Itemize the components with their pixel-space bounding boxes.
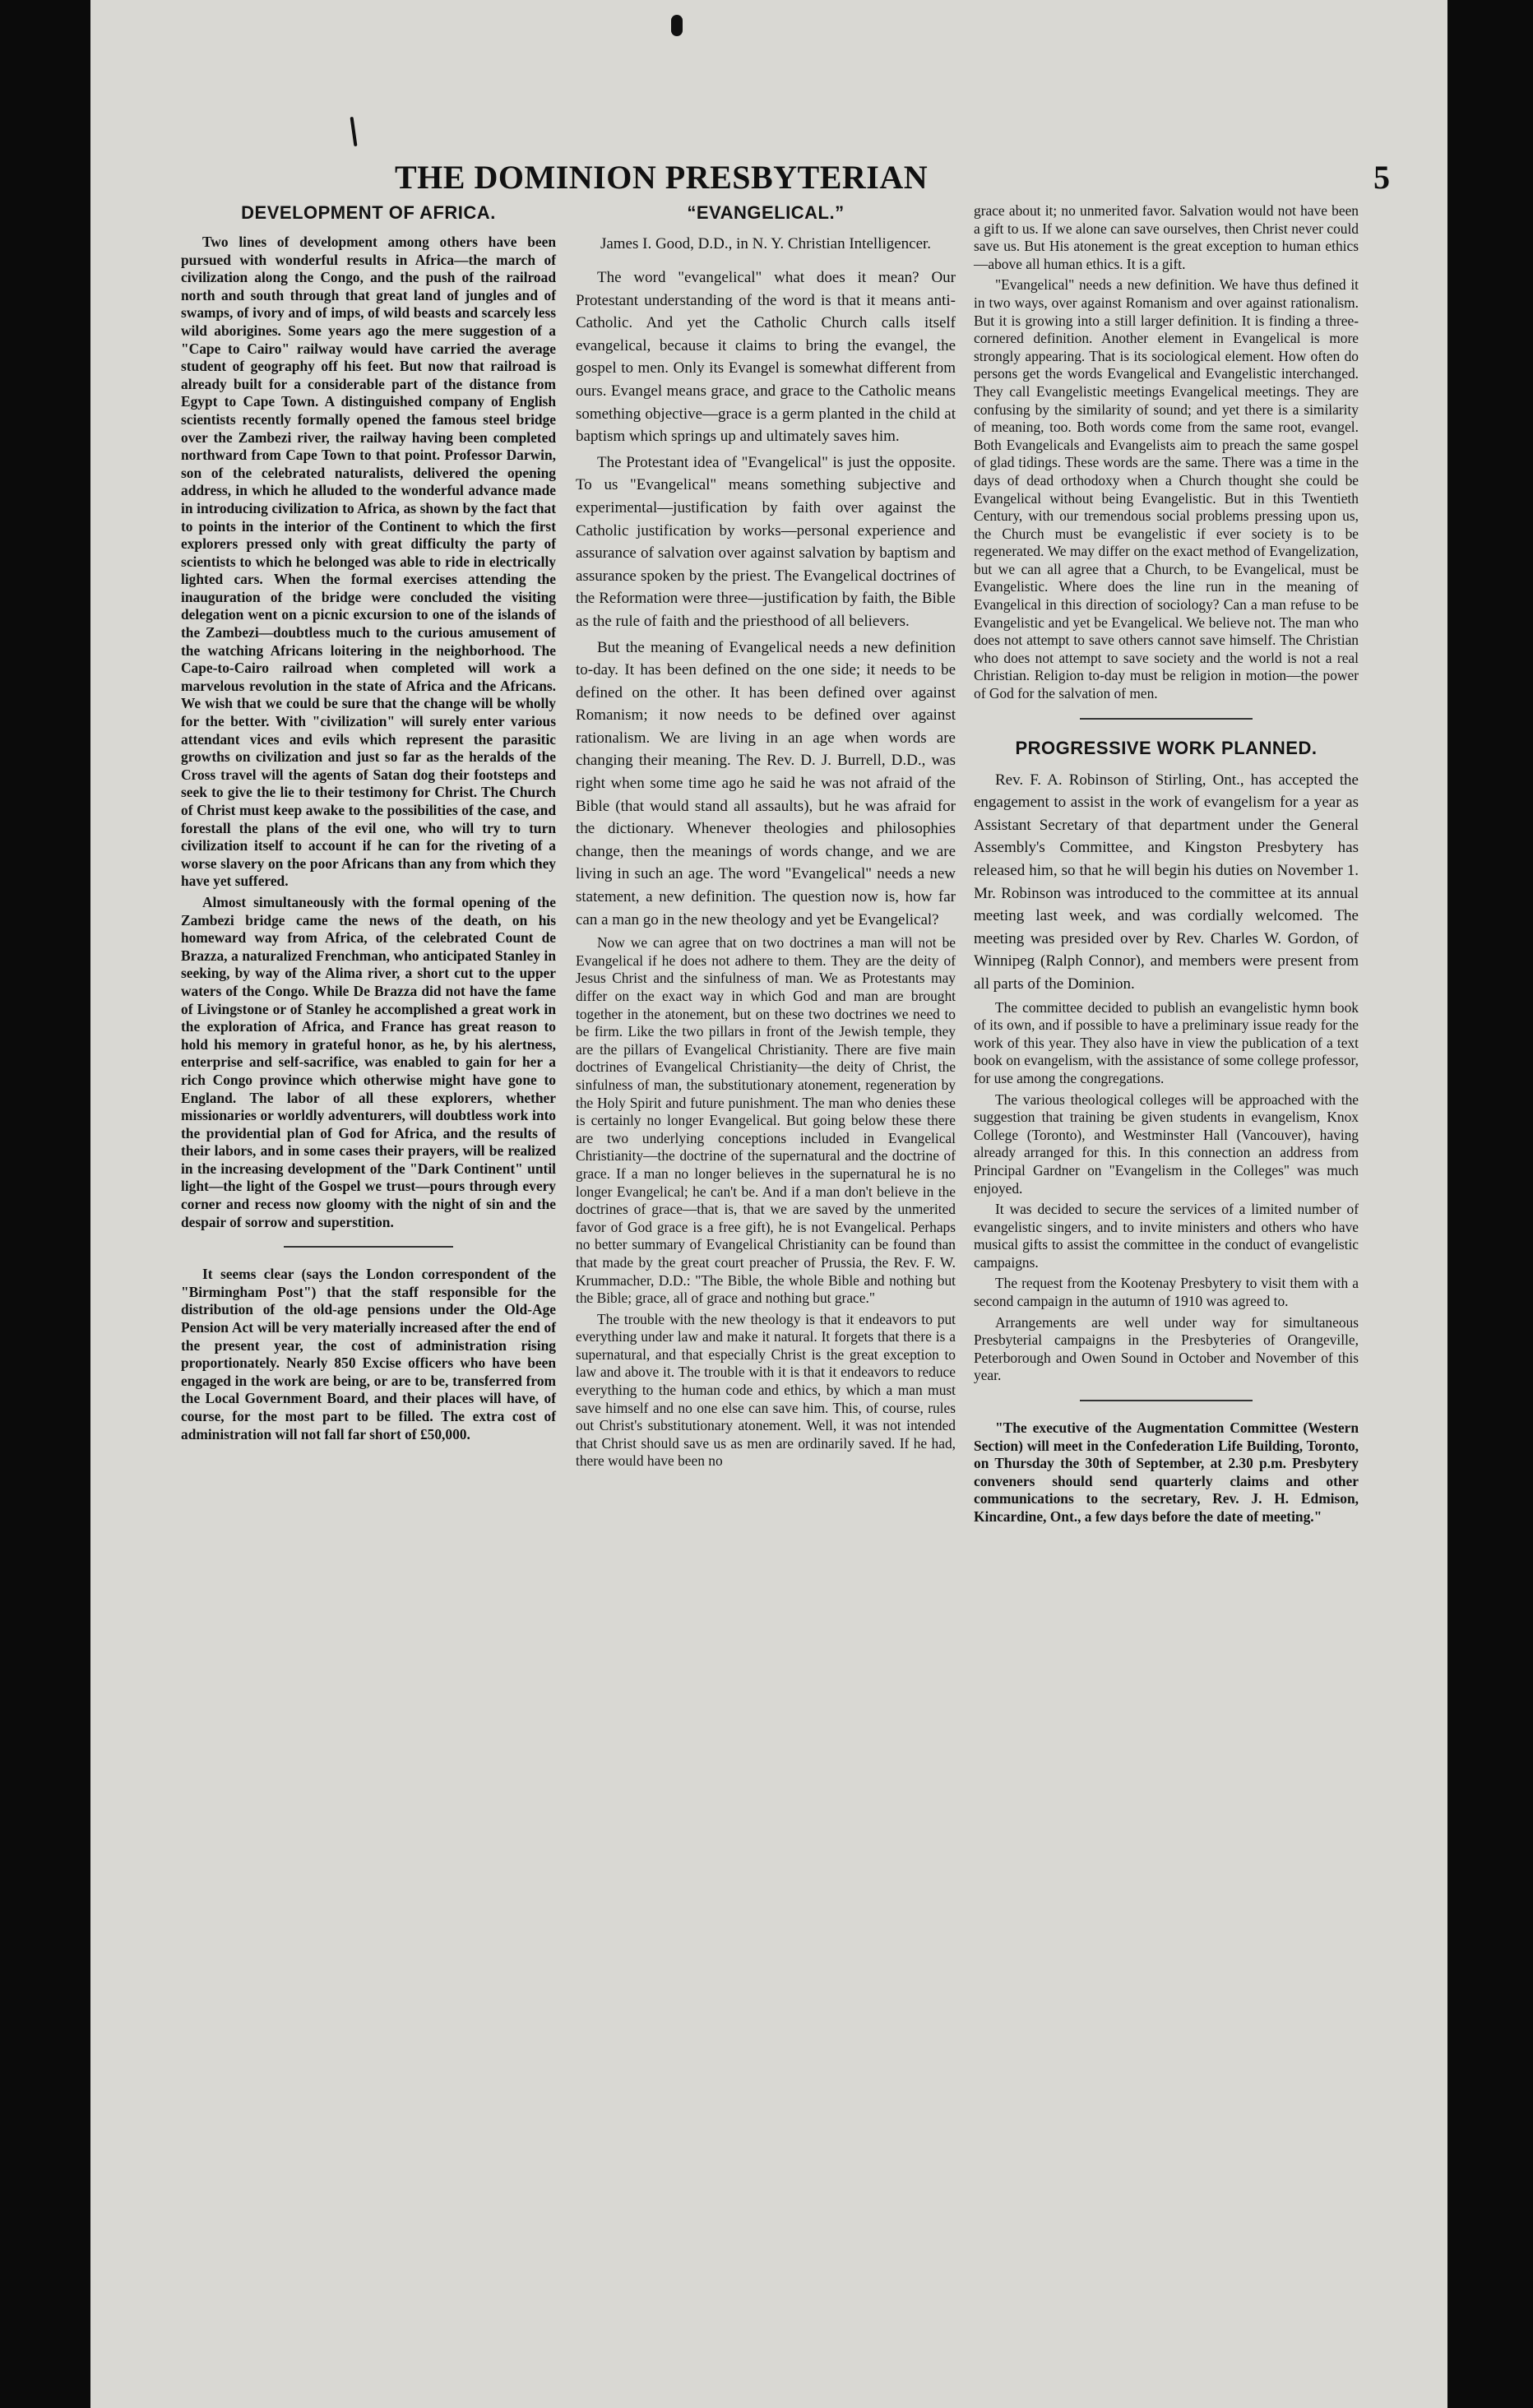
- divider: [1080, 718, 1253, 720]
- article-paragraph: Two lines of development among others have been pursued with wonderful results in Africa—the march of civilization along the Congo, and the push of the railroad north and south through that great land of jungles and of swamps, of ivory and of imps, of wild beasts and scarcely less wild aborigines. Some years ago the mere suggestion of a "Cape to Cairo" railway would have carried the average student of geography off his feet. But now that railroad is already built for a considerable part of the distance from Egypt to Cape Town. A distinguished company of English scientists recently formally opened the famous steel bridge over the Zambezi river, the railway having been completed northward from Cape Town to that point. Professor Darwin, son of the celebrated naturalists, delivered the opening address, in which he alluded to the wonderful advance made in introducing civilization to Africa, as shown by the fact that to points in the interior of the Continent to which the first explorers pressed only with great difficulty the party of scientists to which he belonged was able to ride in electrically lighted cars. When the formal exercises attending the inauguration of the bridge were concluded the visiting delegation went on a picnic excursion to one of the islands of the Zambezi—doubtless much to the curious amusement of the watching Africans loitering in the neighborhood. The Cape-to-Cairo railroad when completed will work a marvelous revolution in the state of Africa and the Africans. We wish that we could be sure that the change will be wholly for the better. With "civilization" will surely enter various attendant vices and evils which represent the parasitic growths on civilization and just so far as the heralds of the Cross travel will the agents of Satan dog their footsteps and seek to give the lie to their testimony for Christ. The Church of Christ must keep awake to the possibilities of the case, and forestall the plans of the evil one, who will try to turn civilization itself to account if he can for the riveting of a worse slavery on the poor Africans than any from which they have yet suffered.: [181, 234, 556, 890]
- article-paragraph: But the meaning of Evangelical needs a new definition to-day. It has been defined on the one side; it needs to be defined on the other. It has been defined over against Romanism; it now needs to be defined over against rationalism. We are living in an age when words are changing their meaning. The Rev. D. J. Burrell, D.D., was right when some time ago he said he was not afraid of the Bible (that would stand all assaults), but he was afraid for the dictionary. Whenever theologies and philosophies change, then the meanings of words change, and we are living in such an age. The word "Evangelical" needs a new statement, a new definition. The question now is, how far can a man go in the new theology and yet be Evangelical?: [576, 638, 956, 928]
- article-paragraph: The trouble with the new theology is that it endeavors to put everything under law and make it natural. It forgets that there is a supernatural, and that especially Christ is the great exception to law and above it. The trouble with it is that it endeavors to reduce everything to the human code and ethics, by which a man must save himself and no one else can save him. This, of course, rules out Christ's substitutionary atonement. Well, it was not intended that Christ should save us as men are ordinarily saved. If he had, there would have been no: [576, 1310, 956, 1470]
- article-paragraph: "Evangelical" needs a new definition. We have thus defined it in two ways, over against Romanism and over against rationalism. But it is growing into a still larger definition. It is finding a three-cornered definition. Another element in Evangelical is more strongly appearing. That is its sociological element. How often do persons get the words Evangelical and Evangelistic interchanged. They call Evangelistic meetings Evangelical meetings. They are confusing by the similarity of sound; and yet there is a similarity of meaning, too. Both words come from the same root, evangel. Both Evangelicals and Evangelists aim to preach the same gospel of glad tidings. These words are the same. There was a time in the days of dead orthodoxy when a Church thought she could be Evangelical without being Evangelistic. But in this Twentieth Century, with our tremendous social problems pressing upon us, the Church must be evangelistic if ever society is to be regenerated. We may differ on the exact method of Evangelization, but we can all agree that a Church, to be Evangelical, must be Evangelistic. Where does the line run in the meaning of Evangelical in this direction of sociology? Can a man refuse to be Evangelistic and yet be Evangelical. We believe not. The man who does not attempt to save others cannot save himself. The Christian who does not attempt to save society and the world is not a real Christian. Religion to-day must be religion in motion—the power of God for the salvation of men.: [974, 276, 1359, 702]
- article-paragraph: The committee decided to publish an evangelistic hymn book of its own, and if possible to have a preliminary issue ready for the work of this year. They also have in view the publication of a text book on evangelism, with the assistance of some college professor, for use among the congregations.: [974, 998, 1359, 1086]
- article-paragraph: The request from the Kootenay Presbytery to visit them with a second campaign in the autumn of 1910 was agreed to.: [974, 1275, 1359, 1310]
- ink-stroke: [350, 117, 358, 146]
- column-1: [181, 202, 556, 1447]
- column-2: [576, 202, 956, 1474]
- newspaper-title: THE DOMINION PRESBYTERIAN: [395, 159, 929, 196]
- article-paragraph: Rev. F. A. Robinson of Stirling, Ont., has accepted the engagement to assist in the work of evangelism for a year as Assistant Secretary of that department under the General Assembly's Committee, and Kingston Presbytery has released him, so that he will begin his duties on November 1. Mr. Robinson was introduced to the committee at its annual meeting last week, and was cordially welcomed. The meeting was presided over by Rev. Charles W. Gordon, of Winnipeg (Ralph Connor), and members were present from all parts of the Dominion.: [974, 771, 1359, 993]
- article-heading: PROGRESSIVE WORK PLANNED.: [1015, 737, 1318, 758]
- article-heading: DEVELOPMENT OF AFRICA.: [241, 202, 496, 223]
- ink-blot: [671, 15, 683, 36]
- article-paragraph: Now we can agree that on two doctrines a man will not be Evangelical if he does not adhere to them. They are the deity of Jesus Christ and the sinfulness of man. We as Protestants may differ on the exact way in which God and man are brought together in the atonement, but on these two doctrines we need to be firm. Like the two pillars in front of the Jewish temple, they are the pillars of Evangelical Christianity. There are five main doctrines of Evangelical Christianity—the deity of Christ, the sinfulness of man, the substitutionary atonement, regeneration by the Holy Spirit and future punishment. The man who denies these is certainly no longer Evangelical. But going below these there are two underlying conceptions included in Evangelical Christianity—the doctrine of the supernatural and the doctrine of grace. If a man no longer believes in the supernatural he is no longer Evangelical; he can't be. And if a man don't believe in the doctrines of grace—that is, that we are saved by the unmerited favor of God grace is a free gift), he is not Evangelical. Perhaps no better summary of Evangelical Christianity can be found than that made by the great court preacher of Prussia, the Rev. F. W. Krummacher, D.D.: "The Bible, the whole Bible and nothing but the Bible; grace, all of grace and nothing but grace.": [576, 934, 956, 1307]
- article-paragraph: It seems clear (says the London correspondent of the "Birmingham Post") that the staff responsible for the distribution of the old-age pensions under the Old-Age Pension Act will be very materially increased after the end of the present year, the cost of administration rising proportionately. Nearly 850 Excise officers who have been engaged in the work are being, or are to be, transferred from the Local Government Board, and their places will have, of course, for the most part to be filled. The extra cost of administration will not fall far short of £50,000.: [181, 1266, 556, 1442]
- article-heading: “EVANGELICAL.”: [687, 202, 845, 223]
- article-paragraph: Almost simultaneously with the formal opening of the Zambezi bridge came the news of the death, on his homeward way from Africa, of the celebrated Count de Brazza, a naturalized Frenchman, who anticipated Stanley in seeking, by way of the Alima river, a short cut to the upper waters of the Congo. While De Brazza did not have the fame of Livingstone or of Stanley he accomplished a great work in the exploration of Africa, and France has great reason to hold his memory in grateful honor, as he, by his alertness, enterprise and self-sacrifice, was enabled to gain for her a rich Congo province which otherwise might have gone to England. The labor of all these explorers, whether missionaries or worldly adventurers, will doubtless work into the providential plan of God for Africa, and the results of their labors, and in some cases their prayers, will be realized in the increasing development of the "Dark Continent" until light—the light of the Gospel we trust—pours through every corner and recess now gloomy with the night of sin and the despair of sorrow and superstition.: [181, 893, 556, 1230]
- page-number: 5: [1373, 159, 1390, 196]
- divider: [1080, 1400, 1253, 1401]
- article-byline: James I. Good, D.D., in N. Y. Christian Intelligencer.: [600, 235, 932, 252]
- article-paragraph: The Protestant idea of "Evangelical" is just the opposite. To us "Evangelical" means something subjective and experimental—justification by faith over against the Catholic justification by works—personal experience and assurance of salvation over against salvation by baptism and assurance spoken by the priest. The Evangelical doctrines of the Reformation were three—justification by faith, the Bible as the rule of faith and the priesthood of all believers.: [576, 453, 956, 630]
- article-paragraph: "The executive of the Augmentation Committee (Western Section) will meet in the Confederation Life Building, Toronto, on Thursday the 30th of September, at 2.30 p.m. Presbytery conveners should send quarterly claims and other communications to the secretary, Rev. J. H. Edmison, Kincardine, Ont., a few days before the date of meeting.": [974, 1419, 1359, 1525]
- newspaper-page: [90, 0, 1447, 2408]
- divider: [284, 1246, 452, 1248]
- article-paragraph: The various theological colleges will be approached with the suggestion that training be given students in evangelism, Knox College (Toronto), and Westminster Hall (Vancouver), having already arranged for this. In this connection an address from Principal Gardner on "Evangelism in the Colleges" was much enjoyed.: [974, 1091, 1359, 1197]
- article-paragraph: Arrangements are well under way for simultaneous Presbyterial campaigns in the Presbyteries of Orangeville, Peterborough and Owen Sound in October and November of this year.: [974, 1313, 1359, 1384]
- article-paragraph: grace about it; no unmerited favor. Salvation would not have been a gift to us. If we alone can save ourselves, then Christ never could save us. But His atonement is the great exception to human ethics—above all human ethics. It is a gift.: [974, 202, 1359, 272]
- article-paragraph: The word "evangelical" what does it mean? Our Protestant understanding of the word is that it means anti-Catholic. And yet the Catholic Church calls itself evangelical, because it claims to bring the evangel, the gospel to men. Only its Evangel is somewhat different from ours. Evangel means grace, and grace to the Catholic means something objective—grace is a germ planted in the child at baptism which springs up and ultimately saves him.: [576, 269, 956, 446]
- masthead: [296, 158, 1390, 199]
- article-paragraph: It was decided to secure the services of a limited number of evangelistic singers, and to invite ministers and others who have musical gifts to assist the committee in the conduct of evangelistic campaigns.: [974, 1201, 1359, 1271]
- column-3: [974, 202, 1359, 1530]
